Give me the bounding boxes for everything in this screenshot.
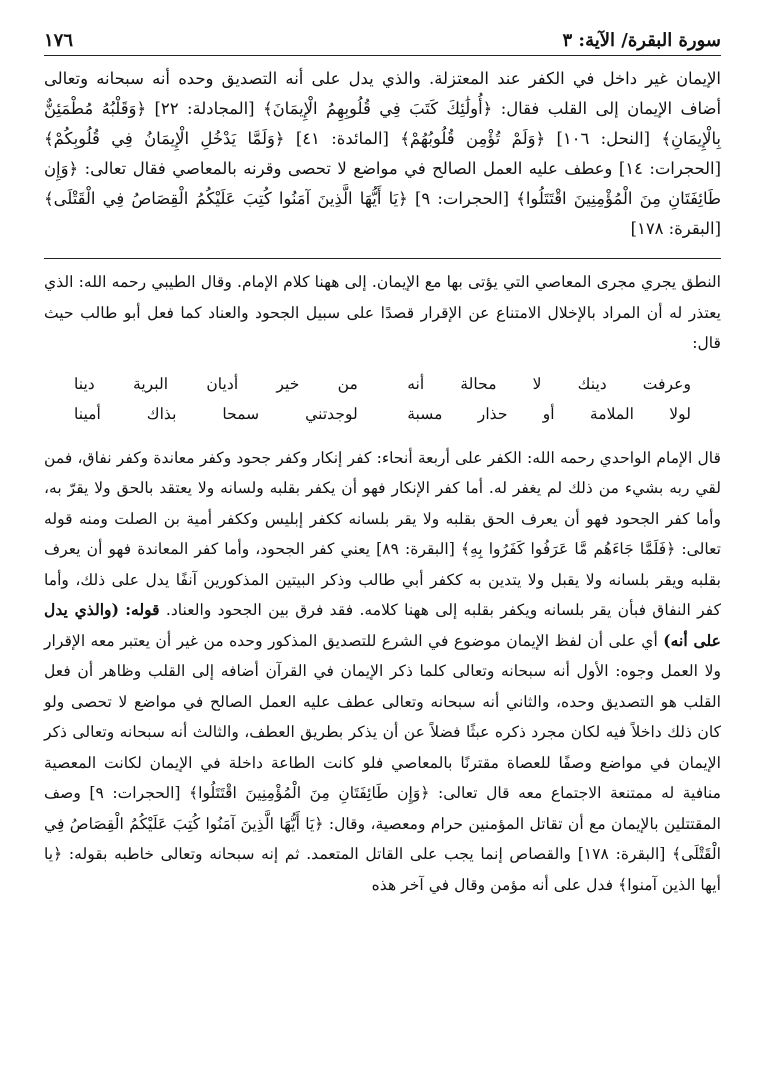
commented-phrase: (والذي يدل على أنه) — [44, 600, 721, 650]
commentary-text: قال الإمام الواحدي رحمه الله: الكفر على أربعة أنحاء: كفر إنكار وكفر جحود وكفر معاندة وكفر نفاق، فمن لقي ربه بشيء من ذلك لم يغفر له. أما كفر الإنكار فهو أن يكفر بقلبه ولسانه ولا يعتقد بالحق ولا يقرّ به، وأما كفر الجحود فهو أن يعرف الحق بقلبه ولا يقر بلسانه ككفر إبليس وككفر أمية بن الصلت ومنه قوله تعالى: ﴿فَلَمَّا جَاءَهُم مَّا عَرَفُوا كَفَرُوا بِهِ﴾ [البقرة: ٨٩] يعني كفر الجحود، وأما كفر المعاندة فهو أن يعرف بقلبه ويقر بلسانه ولا يقبل ولا يتدين به ككفر أبي طالب وذكر البيتين المذكورين آنفًا يدل على ذلك، وأما كفر النفاق فبأن يقر بلسانه ويكفر بقلبه إلى ههنا كلامه. فقد فرق بين الجحود والعناد. — [44, 448, 721, 619]
commentary-paragraph-2 — [44, 443, 721, 901]
page — [44, 30, 721, 900]
poem-hemistich-left: لوجدتني سمحا بذاك أمينا — [74, 404, 358, 423]
page-header — [44, 30, 721, 56]
poem-row — [74, 399, 691, 429]
page-number: ١٧٦ — [44, 30, 74, 51]
commentary-paragraph-1: النطق يجري مجرى المعاصي التي يؤتى بها مع الإيمان. إلى ههنا كلام الإمام. وقال الطيبي رحمه الله: الذي يعتذر له أن المراد بالإخلال الامتناع عن الإقرار قصدًا على سبيل الجحود والعناد كما فعل أبو طالب حيث قال: — [44, 273, 721, 352]
poem-hemistich-left: من خير أديان البرية دينا — [74, 374, 358, 393]
footnote-divider — [44, 258, 721, 259]
poem-hemistich-right: وعرفت دينك لا محالة أنه — [407, 374, 691, 393]
qawluh-marker: قوله: — [125, 600, 160, 619]
surah-title: سورة البقرة/ الآية: ٣ — [562, 30, 721, 51]
commentary-text: أي على أن لفظ الإيمان موضوع في الشرع للتصديق المذكور وحده من غير أن يعتبر معه الإقرار ولا العمل وجوه: الأول أنه سبحانه وتعالى كلما ذكر الإيمان في القرآن أضافه إلى القلب وظاهر أن فعل القلب هو التصديق وحده، والثاني أنه سبحانه وتعالى عطف عليه العمل الصالح في مواضع لا تحصى ولو كان ذلك داخلاً فيه لكان مجرد ذكره عبثًا فضلاً عن أن يذكر بطريق العطف، والثالث أنه سبحانه وتعالى ذكر الإيمان في مواضع وصفًا للعصاة مقترنًا بالمعاصي فلو كانت الطاعة داخلة في الإيمان لكانت المعصية منافية له ممتنعة الاجتماع معه قال تعالى: ﴿وَإِن طَائِفَتَانِ مِنَ الْمُؤْمِنِينَ اقْتَتَلُوا﴾ [الحجرات: ٩] وصف المقتتلين بالإيمان مع أن تقاتل المؤمنين حرام ومعصية، وقال: ﴿يَا أَيُّهَا الَّذِينَ آمَنُوا كُتِبَ عَلَيْكُمُ الْقِصَاصُ فِي الْقَتْلَى﴾ [البقرة: ١٧٨] والقصاص إنما يجب على القاتل المتعمد. ثم إنه سبحانه وتعالى خاطبه بقوله: ﴿يا أيها الذين آمنوا﴾ فدل على أنه مؤمن وقال في آخر هذه — [44, 631, 721, 894]
main-text: الإيمان غير داخل في الكفر عند المعتزلة. والذي يدل على أنه التصديق وحده أنه سبحانه وتعالى أضاف الإيمان إلى القلب فقال: ﴿أُولَٰئِكَ كَتَبَ فِي قُلُوبِهِمُ الْإِيمَانَ﴾ [المجادلة: ٢٢] ﴿وَقَلْبُهُ مُطْمَئِنٌّ بِالْإِيمَانِ﴾ [النحل: ١٠٦] ﴿وَلَمْ تُؤْمِن قُلُوبُهُمْ﴾ [المائدة: ٤١] ﴿وَلَمَّا يَدْخُلِ الْإِيمَانُ فِي قُلُوبِكُمْ﴾ [الحجرات: ١٤] وعطف عليه العمل الصالح في مواضع لا تحصى وقرنه بالمعاصي فقال تعالى: ﴿وَإِن طَائِفَتَانِ مِنَ الْمُؤْمِنِينَ اقْتَتَلُوا﴾ [الحجرات: ٩] ﴿يَا أَيُّهَا الَّذِينَ آمَنُوا كُتِبَ عَلَيْكُمُ الْقِصَاصُ فِي الْقَتْلَى﴾ [البقرة: ١٧٨] — [44, 69, 722, 238]
poem-hemistich-right: لولا الملامة أو حذار مسبة — [407, 404, 691, 423]
poem-row — [74, 369, 691, 399]
poem-verses — [74, 369, 691, 429]
